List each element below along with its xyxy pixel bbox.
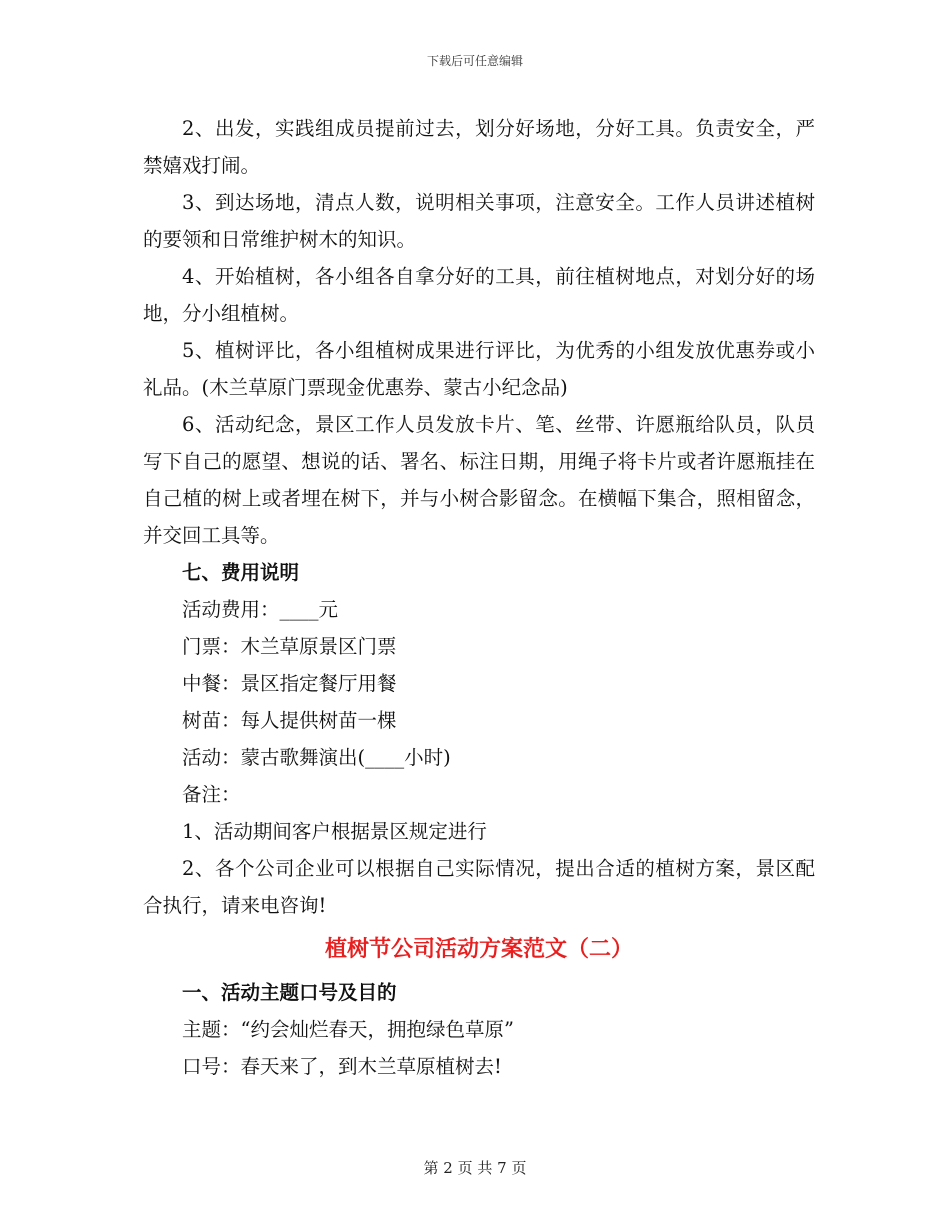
slogan-line: 口号：春天来了，到木兰草原植树去! bbox=[182, 1055, 502, 1078]
paragraph-step-5: 5、植树评比，各小组植树成果进行评比，为优秀的小组发放优惠券或小礼品。(木兰草原门票现金优惠券、蒙古小纪念品) bbox=[143, 339, 815, 399]
note-item-2: 2、各个公司企业可以根据自己实际情况，提出合适的植树方案，景区配合执行，请来电咨询! bbox=[143, 857, 815, 917]
paragraph-step-4: 4、开始植树，各小组各自拿分好的工具，前往植树地点，对划分好的场地，分小组植树。 bbox=[143, 265, 815, 325]
document-body bbox=[143, 110, 815, 1085]
notes-label: 备注： bbox=[182, 783, 241, 806]
cost-item-sapling: 树苗：每人提供树苗一棵 bbox=[182, 709, 397, 732]
cost-item-fee: 活动费用：____元 bbox=[182, 598, 339, 621]
cost-item-ticket: 门票：木兰草原景区门票 bbox=[182, 635, 397, 658]
paragraph-step-2: 2、出发，实践组成员提前过去，划分好场地，分好工具。负责安全，严禁嬉戏打闹。 bbox=[143, 117, 815, 177]
section-heading-theme: 一、活动主题口号及目的 bbox=[182, 981, 397, 1004]
cost-item-activity: 活动：蒙古歌舞演出(____小时) bbox=[182, 746, 451, 769]
note-item-1: 1、活动期间客户根据景区规定进行 bbox=[182, 820, 487, 843]
paragraph-step-3: 3、到达场地，清点人数，说明相关事项，注意安全。工作人员讲述植树的要领和日常维护树木的知识。 bbox=[143, 191, 815, 251]
page-header: 下载后可任意编辑 bbox=[426, 54, 523, 68]
paragraph-step-6: 6、活动纪念，景区工作人员发放卡片、笔、丝带、许愿瓶给队员，队员写下自己的愿望、想说的话、署名、标注日期，用绳子将卡片或者许愿瓶挂在自己植的树上或者埋在树下，并与小树合影留念。在横幅下集合，照相留念，并交回工具等。 bbox=[143, 413, 815, 547]
document-title: 植树节公司活动方案范文（二） bbox=[324, 936, 633, 962]
cost-item-lunch: 中餐：景区指定餐厅用餐 bbox=[182, 672, 397, 695]
page-footer: 第 2 页 共 7 页 bbox=[423, 1159, 527, 1177]
section-heading-costs: 七、费用说明 bbox=[182, 561, 300, 584]
theme-line: 主题：“约会灿烂春天，拥抱绿色草原” bbox=[182, 1018, 514, 1041]
